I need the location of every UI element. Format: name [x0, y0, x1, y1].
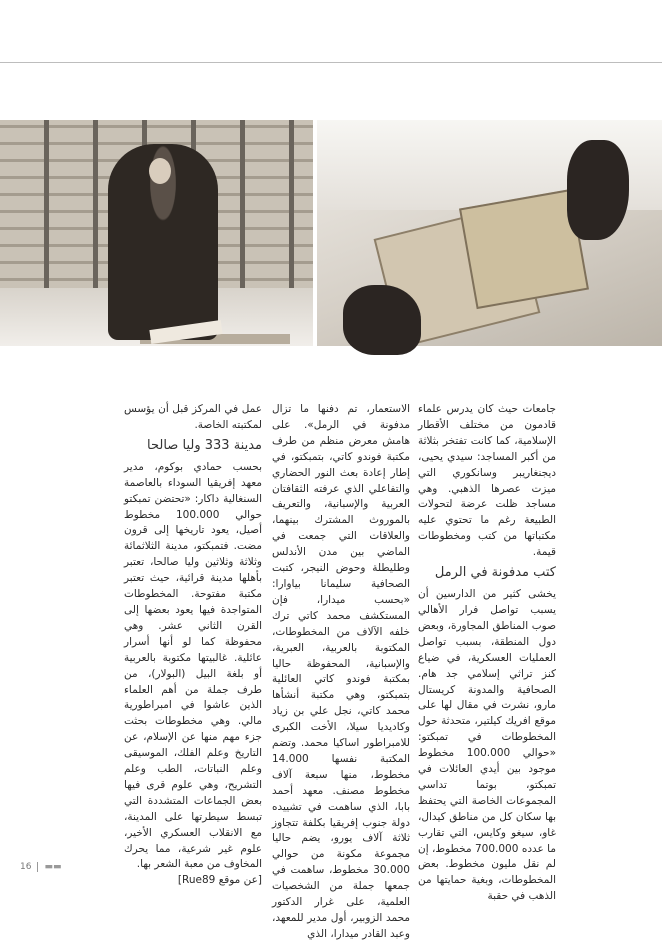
article-column-2 [272, 402, 410, 940]
magazine-logo-icon: ▬▬ [44, 862, 62, 872]
source-citation: [عن موقع Rue89] [177, 874, 262, 887]
photo-hand [343, 285, 421, 355]
paragraph: الاستعمار، تم دفنها ما تزال مدفونة في الرمل». على هامش معرض منظم من طرف مكتبة فوندو كاتي، بتمبكتو، في إطار إعادة بعث النور الحضاري والتفاعلي الذي عرفته الثقافتان العربية والإسبانية، والتعريف بالموروث المشترك بينهما، والعلاقات التي جمعت في الماضي بين مدن الأندلس وطليطلة وحوض النيجر، كتبت الصحافية سليمانا بياوارا: «بحسب ميدارا، فإن المستكشف محمد كاتي ترك خلفه الآلاف من المخطوطات، المكتوبة بالعربية، العبرية، والإسبانية، المحفوظة حاليا بمكتبة فوندو كاتي العائلية بتمبكتو، وهي مكتبة أنشأها محمد كاتي، نجل علي بن زياد وكاديديا سيلا، الأخت الكبرى للامبراطور اساكيا محمد. وتضم المكتبة نفسها 14.000 مخطوط، منها سبعة آلاف مخطوط مصنف. معهد أحمد بابا، الذي ساهمت في تشييده دولة جنوب إفريقيا بكلفة تتجاوز ثلاثة آلاف يورو، يضم حاليا مجموعة مكونة من حوالي 30.000 مخطوط، ساهمت في جمعها جملة من الشخصيات العلمية، على غرار الدكتور محمد الزوبير، أول مدير للمعهد، وعبد القادر ميدارا، الذي [272, 403, 410, 940]
section-heading: كتب مدفونة في الرمل [434, 565, 556, 581]
section-heading: مدينة 333 وليا صالحا [147, 437, 262, 453]
page-footer [20, 862, 61, 872]
paragraph: بحسب حمادي بوكوم، مدير معهد إفريقيا السوداء بالعاصمة السنغالية داكار: «تحتضن تمبكتو حوالي 100.000 مخطوط أصيل، يعود تاريخها إلى قرون مضت. فتمبكتو، مدينة الثلاثمائة وثلاثة وثلاثين وليا صالحا، تعتبر بأهلها مدينة قرائية، حيث تعتبر مكتبة مفتوحة. المخطوطات المتواجدة فيها يعود بعضها إلى القرن الثاني عشر. وهي محفوظة كما لو أنها أسرار عائلية. غالبيتها مكتوبة بالعربية أو بلغة البيل (البولار)، من طرف جملة من أهم العلماء الذين عاشوا في امبراطورية مالي. وهي مخطوطات بحثت جزء مهم منها عن الإسلام، عن التاريخ وعلم الفلك، الموسيقى وعلم النباتات، الطب وعلم التشريح، وهي علوم قرى فيها بعض الجماعات المتشددة التي تبسط سيطرتها على المدينة، مع الانقلاب العسكري الأخير، علوم غير شرعية، مما يحرك المخاوف من معبة الشعر بها. [124, 460, 262, 871]
paragraph: جامعات حيث كان يدرس علماء قادمون من مختلف الأقطار الإسلامية، كما كانت تفتخر بثلاثة من أكبر المساجد: سيدي يحيى، ديجنغاريبر وسانكوري التي ميزت عصرها الذهبي. وهي مساجد ظلت عرضة لتحولات الطبيعة رغم ما تحتوي عليه مكتباتها من كتب ومخطوطات قيمة. [418, 403, 556, 559]
top-rule [0, 62, 662, 63]
photo-hand [567, 140, 629, 240]
paragraph: عمل في المركز قبل أن يؤسس لمكتبته الخاصة. [124, 403, 262, 431]
paragraph: يخشى كثير من الدارسين أن يسبب تواصل فرار الأهالي صوب المناطق المجاورة، وبعض دول المنطقة، بسبب تواصل العمليات العسكرية، في ضياع كنز تراثي إسلامي جد هام. الصحافية والمدونة كريستال مارو، نشرت في مقال لها على موقع افريك كيلتير، متحدثة حول المخطوطات في تمبكتو: «حوالي 100.000 مخطوط موجود بين أيدي العائلات في تمبكتو، بوتما تداسي المجموعات الخاصة التي يحتفظ بها سكان كل من مناطق كيدال، غاو، سيغو وكايس، التي تقارب ما عدده 700.000 مخطوط، إن لم نقل مليون مخطوط. بعض المخطوطات، وبغية حمايتها من الذهب في حقبة [418, 588, 556, 903]
footer-divider [37, 862, 38, 872]
page-number: 16 [20, 862, 32, 872]
photo-manuscripts-hands [317, 120, 662, 346]
photo-face [149, 158, 171, 184]
article-column-3 [124, 402, 262, 887]
photo-library-reader [0, 120, 313, 346]
article-column-1 [418, 402, 556, 903]
